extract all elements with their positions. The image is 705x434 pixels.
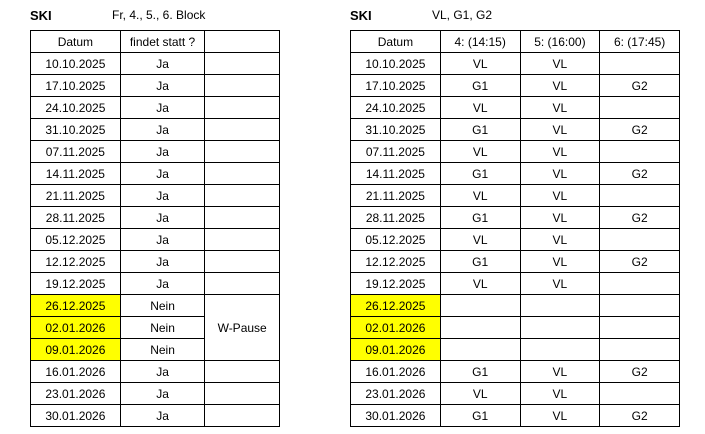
left-note-cell[interactable] [205, 207, 280, 229]
right-date-cell[interactable]: 30.01.2026 [351, 405, 441, 427]
right-block4-cell[interactable]: G1 [440, 119, 520, 141]
right-block5-cell[interactable]: VL [520, 207, 600, 229]
right-block5-cell[interactable]: VL [520, 119, 600, 141]
left-note-cell[interactable] [205, 273, 280, 295]
left-note-cell[interactable] [205, 229, 280, 251]
table-row [351, 53, 680, 75]
right-block5-cell[interactable]: VL [520, 53, 600, 75]
right-block5-cell[interactable]: VL [520, 361, 600, 383]
left-date-cell[interactable]: 17.10.2025 [31, 75, 121, 97]
right-block6-cell[interactable] [600, 383, 680, 405]
right-block5-cell[interactable]: VL [520, 383, 600, 405]
table-row [351, 229, 680, 251]
left-date-cell[interactable]: 16.01.2026 [31, 361, 121, 383]
left-date-cell[interactable]: 05.12.2025 [31, 229, 121, 251]
right-block4-cell[interactable] [440, 339, 520, 361]
left-date-cell[interactable]: 24.10.2025 [31, 97, 121, 119]
right-block4-cell[interactable]: G1 [440, 405, 520, 427]
right-block4-cell[interactable]: G1 [440, 75, 520, 97]
right-date-cell[interactable]: 24.10.2025 [351, 97, 441, 119]
right-block6-cell[interactable] [600, 97, 680, 119]
right-date-cell[interactable]: 10.10.2025 [351, 53, 441, 75]
table-row [31, 75, 280, 97]
left-course-code: SKI [30, 7, 52, 23]
right-block4-cell[interactable]: VL [440, 383, 520, 405]
right-block4-cell[interactable]: VL [440, 97, 520, 119]
right-date-cell[interactable]: 14.11.2025 [351, 163, 441, 185]
left-status-cell[interactable]: Ja [120, 163, 205, 185]
left-date-cell[interactable]: 12.12.2025 [31, 251, 121, 273]
right-date-cell[interactable]: 31.10.2025 [351, 119, 441, 141]
right-block6-cell[interactable]: G2 [600, 251, 680, 273]
table-row [351, 295, 680, 317]
left-note-cell[interactable] [205, 141, 280, 163]
table-row [351, 141, 680, 163]
right-date-cell[interactable]: 12.12.2025 [351, 251, 441, 273]
right-block4-cell[interactable]: VL [440, 185, 520, 207]
table-row [31, 141, 280, 163]
table-row [31, 229, 280, 251]
right-block4-cell[interactable]: VL [440, 229, 520, 251]
right-header-cell-2[interactable]: 5: (16:00) [520, 31, 600, 53]
table-row [31, 185, 280, 207]
right-panel [350, 0, 680, 427]
right-block5-cell[interactable] [520, 339, 600, 361]
right-block4-cell[interactable]: G1 [440, 163, 520, 185]
right-block6-cell[interactable]: G2 [600, 119, 680, 141]
right-block4-cell[interactable]: G1 [440, 251, 520, 273]
right-block5-cell[interactable]: VL [520, 141, 600, 163]
left-status-cell[interactable]: Ja [120, 141, 205, 163]
right-date-cell[interactable]: 23.01.2026 [351, 383, 441, 405]
left-date-cell[interactable]: 21.11.2025 [31, 185, 121, 207]
left-status-cell[interactable]: Nein [120, 339, 205, 361]
left-status-cell[interactable]: Ja [120, 75, 205, 97]
right-block5-cell[interactable]: VL [520, 405, 600, 427]
left-status-cell[interactable]: Ja [120, 361, 205, 383]
right-date-cell[interactable]: 26.12.2025 [351, 295, 441, 317]
left-date-cell[interactable]: 31.10.2025 [31, 119, 121, 141]
right-date-cell[interactable]: 02.01.2026 [351, 317, 441, 339]
right-header-cell-0[interactable]: Datum [351, 31, 441, 53]
right-block6-cell[interactable]: G2 [600, 75, 680, 97]
left-title-row [30, 0, 280, 30]
right-block5-cell[interactable]: VL [520, 273, 600, 295]
left-note-cell[interactable] [205, 53, 280, 75]
left-header-cell-0[interactable]: Datum [31, 31, 121, 53]
left-status-cell[interactable]: Nein [120, 317, 205, 339]
left-header-row [31, 31, 280, 53]
right-title-row [350, 0, 680, 30]
right-date-cell[interactable]: 05.12.2025 [351, 229, 441, 251]
left-date-cell[interactable]: 30.01.2026 [31, 405, 121, 427]
left-status-cell[interactable]: Ja [120, 273, 205, 295]
right-block5-cell[interactable]: VL [520, 97, 600, 119]
right-date-cell[interactable]: 19.12.2025 [351, 273, 441, 295]
right-block4-cell[interactable]: G1 [440, 361, 520, 383]
left-date-cell[interactable]: 23.01.2026 [31, 383, 121, 405]
left-date-cell[interactable]: 26.12.2025 [31, 295, 121, 317]
table-row [351, 405, 680, 427]
table-row [351, 97, 680, 119]
right-header-row [351, 31, 680, 53]
left-date-cell[interactable]: 19.12.2025 [31, 273, 121, 295]
right-date-cell[interactable]: 07.11.2025 [351, 141, 441, 163]
table-row [31, 251, 280, 273]
right-block6-cell[interactable] [600, 317, 680, 339]
right-block4-cell[interactable]: VL [440, 141, 520, 163]
right-block6-cell[interactable]: G2 [600, 405, 680, 427]
right-block4-cell[interactable]: VL [440, 273, 520, 295]
left-note-cell[interactable] [205, 185, 280, 207]
right-date-cell[interactable]: 21.11.2025 [351, 185, 441, 207]
table-row [31, 207, 280, 229]
table-row [31, 53, 280, 75]
right-block6-cell[interactable] [600, 185, 680, 207]
right-header-cell-3[interactable]: 6: (17:45) [600, 31, 680, 53]
right-block6-cell[interactable] [600, 229, 680, 251]
left-status-cell[interactable]: Ja [120, 185, 205, 207]
right-date-cell[interactable]: 16.01.2026 [351, 361, 441, 383]
table-row [31, 383, 280, 405]
right-block4-cell[interactable]: G1 [440, 207, 520, 229]
left-course-description: Fr, 4., 5., 6. Block [112, 8, 206, 22]
table-row [351, 119, 680, 141]
right-block6-cell[interactable] [600, 339, 680, 361]
right-schedule-table[interactable] [350, 30, 680, 427]
table-row [351, 273, 680, 295]
table-row [351, 383, 680, 405]
right-block4-cell[interactable]: VL [440, 53, 520, 75]
right-date-cell[interactable]: 28.11.2025 [351, 207, 441, 229]
left-date-cell[interactable]: 07.11.2025 [31, 141, 121, 163]
left-date-cell[interactable]: 10.10.2025 [31, 53, 121, 75]
right-block6-cell[interactable]: G2 [600, 207, 680, 229]
left-note-cell[interactable] [205, 97, 280, 119]
right-header-cell-1[interactable]: 4: (14:15) [440, 31, 520, 53]
right-course-code: SKI [350, 7, 372, 23]
right-date-cell[interactable]: 17.10.2025 [351, 75, 441, 97]
right-block4-cell[interactable] [440, 295, 520, 317]
right-course-description: VL, G1, G2 [432, 8, 493, 22]
right-block6-cell[interactable] [600, 273, 680, 295]
left-note-cell[interactable] [205, 119, 280, 141]
table-row [351, 317, 680, 339]
right-block5-cell[interactable]: VL [520, 163, 600, 185]
left-status-cell[interactable]: Ja [120, 119, 205, 141]
right-block6-cell[interactable] [600, 295, 680, 317]
left-note-cell[interactable] [205, 405, 280, 427]
left-schedule-table[interactable] [30, 30, 280, 427]
right-block4-cell[interactable] [440, 317, 520, 339]
left-panel [30, 0, 280, 427]
left-date-cell[interactable]: 09.01.2026 [31, 339, 121, 361]
left-header-cell-1[interactable]: findet statt ? [120, 31, 205, 53]
right-block6-cell[interactable]: G2 [600, 361, 680, 383]
left-status-cell[interactable]: Ja [120, 97, 205, 119]
left-note-cell[interactable] [205, 383, 280, 405]
right-block5-cell[interactable]: VL [520, 75, 600, 97]
left-note-cell[interactable] [205, 361, 280, 383]
right-block5-cell[interactable] [520, 295, 600, 317]
left-date-cell[interactable]: 28.11.2025 [31, 207, 121, 229]
left-status-cell[interactable]: Ja [120, 383, 205, 405]
left-status-cell[interactable]: Ja [120, 405, 205, 427]
left-status-cell[interactable]: Ja [120, 229, 205, 251]
table-row [31, 295, 280, 317]
right-date-cell[interactable]: 09.01.2026 [351, 339, 441, 361]
left-note-cell[interactable] [205, 251, 280, 273]
table-row [31, 361, 280, 383]
left-note-cell[interactable] [205, 75, 280, 97]
right-block5-cell[interactable]: VL [520, 229, 600, 251]
table-row [351, 75, 680, 97]
table-row [351, 207, 680, 229]
table-row [351, 339, 680, 361]
table-row [31, 119, 280, 141]
right-block5-cell[interactable] [520, 317, 600, 339]
left-pause-note-cell[interactable]: W-Pause [205, 295, 280, 361]
left-date-cell[interactable]: 14.11.2025 [31, 163, 121, 185]
table-row [351, 163, 680, 185]
right-block6-cell[interactable] [600, 53, 680, 75]
left-date-cell[interactable]: 02.01.2026 [31, 317, 121, 339]
table-row [351, 361, 680, 383]
table-row [351, 185, 680, 207]
table-row [31, 97, 280, 119]
right-block6-cell[interactable]: G2 [600, 163, 680, 185]
table-row [31, 405, 280, 427]
table-row [351, 251, 680, 273]
right-block6-cell[interactable] [600, 141, 680, 163]
table-row [31, 163, 280, 185]
left-header-cell-2[interactable] [205, 31, 280, 53]
table-row [31, 273, 280, 295]
left-note-cell[interactable] [205, 163, 280, 185]
left-status-cell[interactable]: Ja [120, 251, 205, 273]
right-block5-cell[interactable]: VL [520, 251, 600, 273]
left-status-cell[interactable]: Ja [120, 53, 205, 75]
left-status-cell[interactable]: Nein [120, 295, 205, 317]
left-status-cell[interactable]: Ja [120, 207, 205, 229]
right-block5-cell[interactable]: VL [520, 185, 600, 207]
